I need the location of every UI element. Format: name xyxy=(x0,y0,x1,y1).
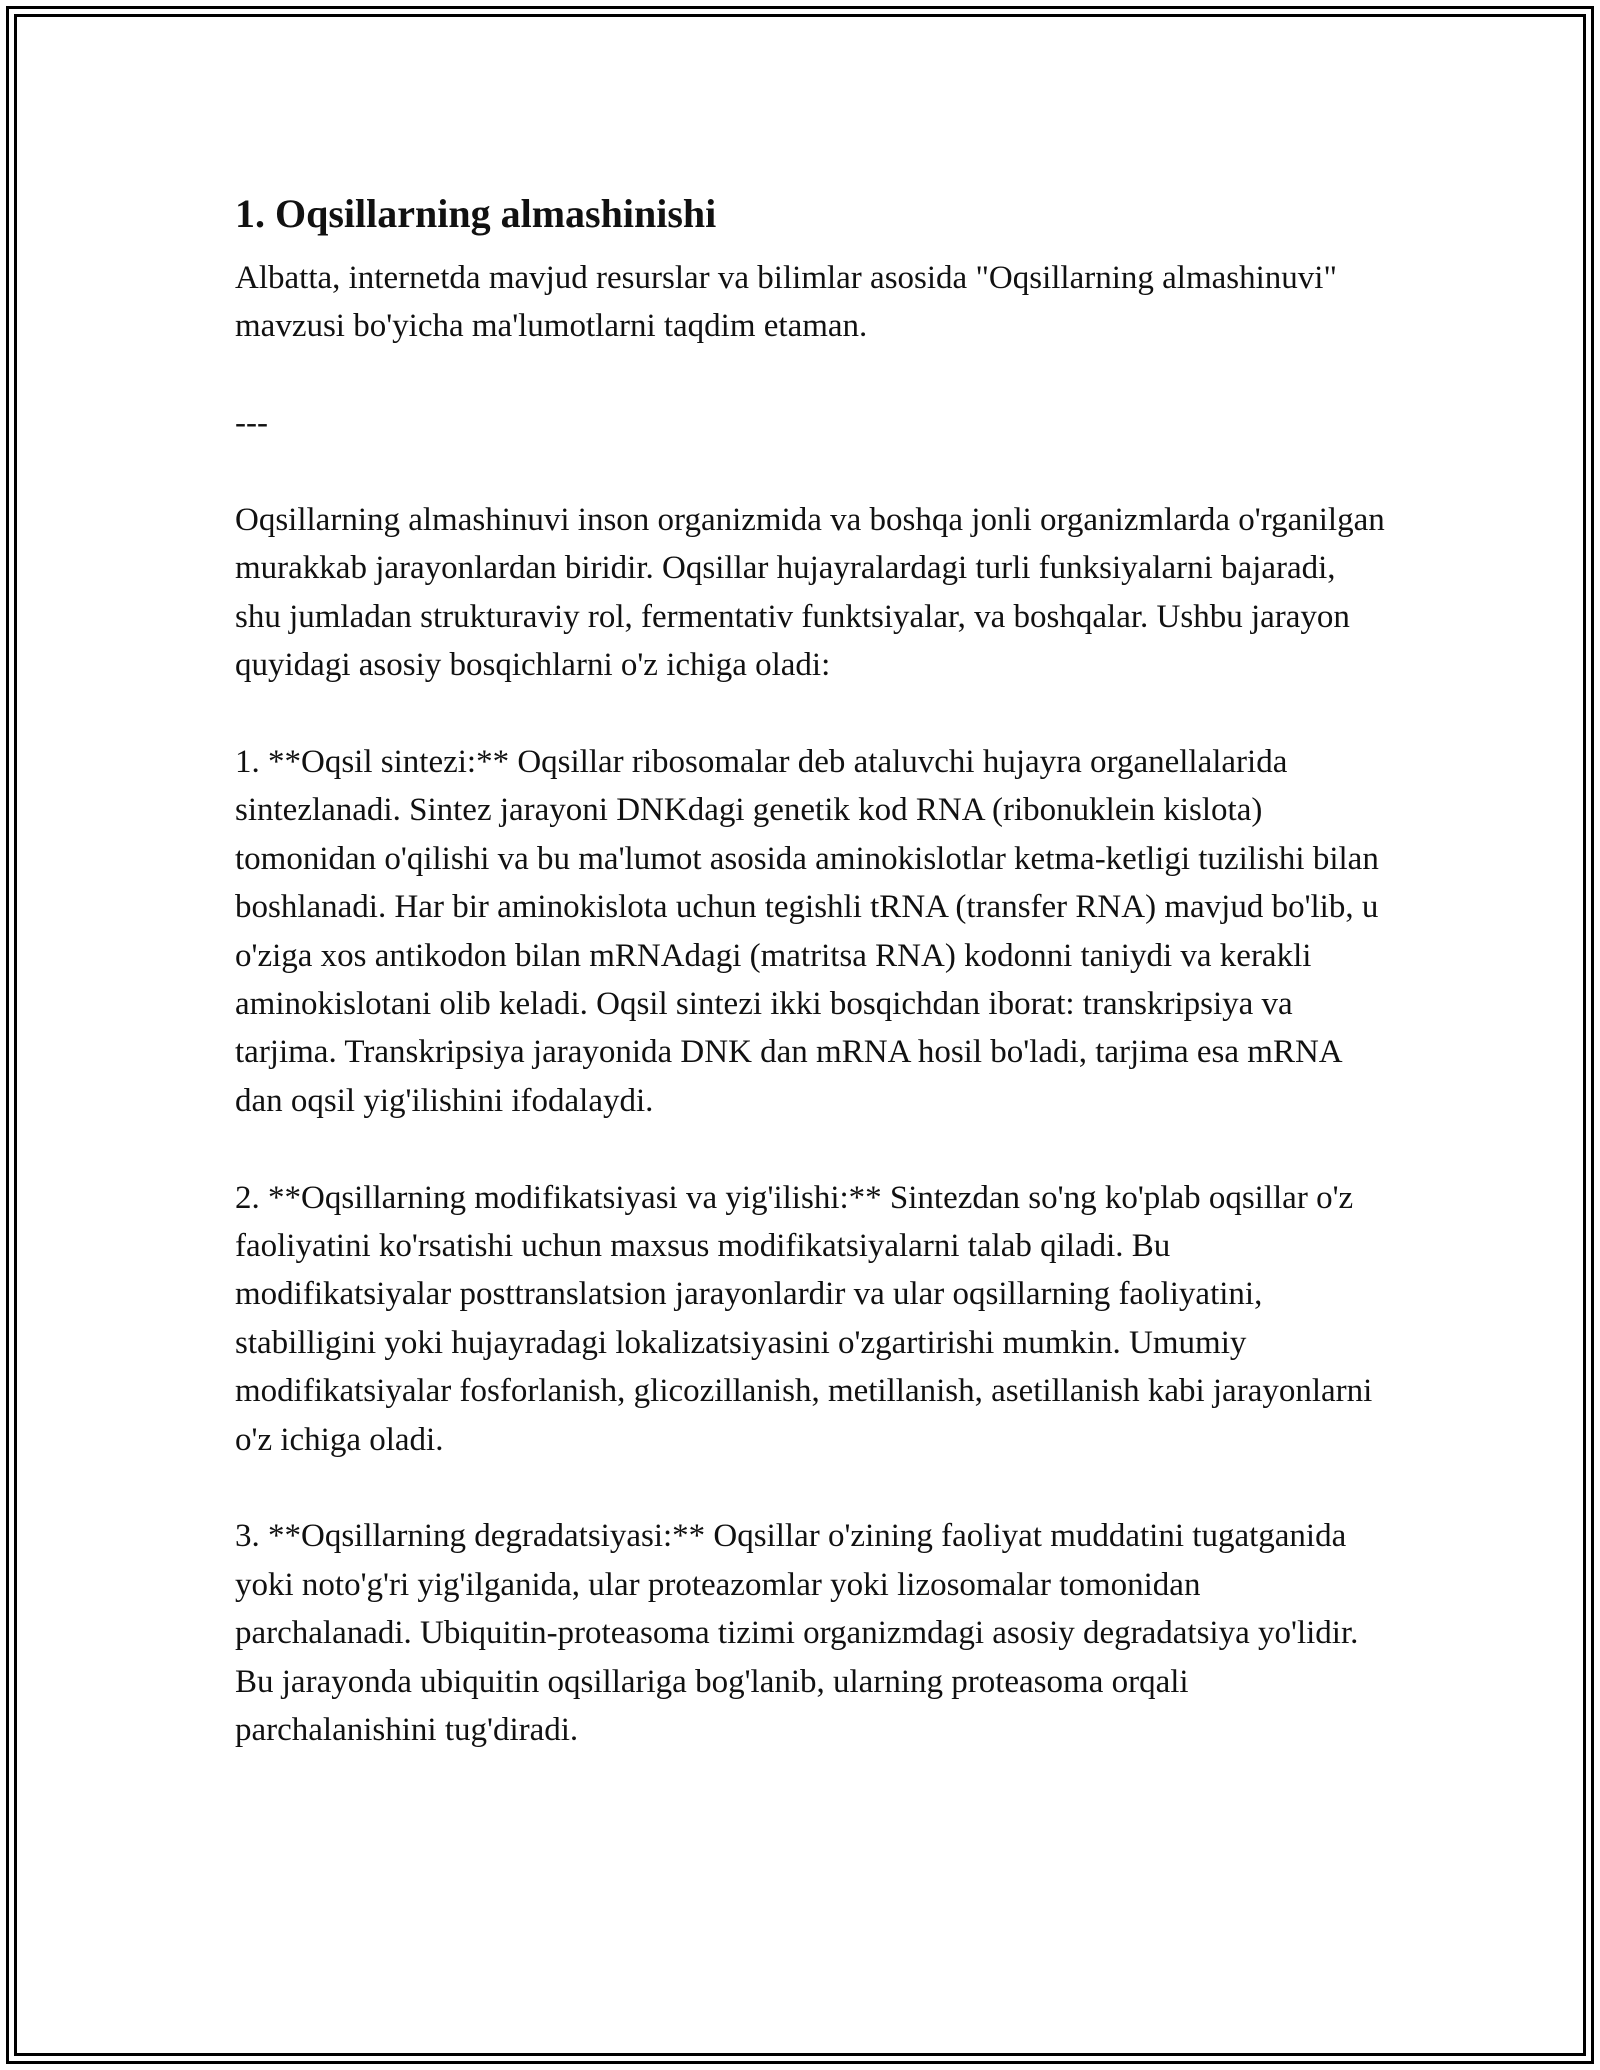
section-heading: 1. Oqsillarning almashinishi xyxy=(235,191,717,236)
intro-paragraph: Albatta, internetda mavjud resurslar va bilimlar asosida "Oqsillarning almashinuvi" mavzusi bo'yicha ma'lumotlarni taqdim etaman. xyxy=(235,260,1337,345)
separator-line: --- xyxy=(235,405,268,442)
document-body xyxy=(235,186,1385,1755)
list-item-protein-synthesis: 1. **Oqsil sintezi:** Oqsillar ribosomalar deb ataluvchi hujayra organellalarida sintezlanadi. Sintez jarayoni DNKdagi genetik kod RNA (ribonuklein kislota) tomonidan o'qilishi va bu ma'lumot asosida aminokislotlar ketma-ketligi tuzilishi bilan boshlanadi. Har bir aminokislota uchun tegishli tRNA (transfer RNA) mavjud bo'lib, u o'ziga xos antikodon bilan mRNAdagi (matritsa RNA) kodonni taniydi va kerakli aminokislotani olib keladi. Oqsil sintezi ikki bosqichdan iborat: transkripsiya va tarjima. Transkripsiya jarayonida DNK dan mRNA hosil bo'ladi, tarjima esa mRNA dan oqsil yig'ilishini ifodalaydi. xyxy=(235,744,1379,1119)
list-item-protein-degradation: 3. **Oqsillarning degradatsiyasi:** Oqsillar o'zining faoliyat muddatini tugatganida yoki noto'g'ri yig'ilganida, ular proteazomlar yoki lizosomalar tomonidan parchalanadi. Ubiquitin-proteasoma tizimi organizmdagi asosiy degradatsiya yo'lidir. Bu jarayonda ubiquitin oqsillariga bog'lanib, ularning proteasoma orqali parchalanishini tug'diradi. xyxy=(235,1518,1359,1749)
overview-paragraph: Oqsillarning almashinuvi inson organizmida va boshqa jonli organizmlarda o'rganilgan murakkab jarayonlardan biridir. Oqsillar hujayralardagi turli funksiyalarni bajaradi, shu jumladan strukturaviy rol, fermentativ funktsiyalar, va boshqalar. Ushbu jarayon quyidagi asosiy bosqichlarni o'z ichiga oladi: xyxy=(235,502,1385,684)
list-item-protein-modification: 2. **Oqsillarning modifikatsiyasi va yig'ilishi:** Sintezdan so'ng ko'plab oqsillar o'z faoliyatini ko'rsatishi uchun maxsus modifikatsiyalarni talab qiladi. Bu modifikatsiyalar posttranslatsion jarayonlardir va ular oqsillarning faoliyatini, stabilligini yoki hujayradagi lokalizatsiyasini o'zgartirishi mumkin. Umumiy modifikatsiyalar fosforlanish, glicozillanish, metillanish, asetillanish kabi jarayonlarni o'z ichiga oladi. xyxy=(235,1179,1373,1458)
